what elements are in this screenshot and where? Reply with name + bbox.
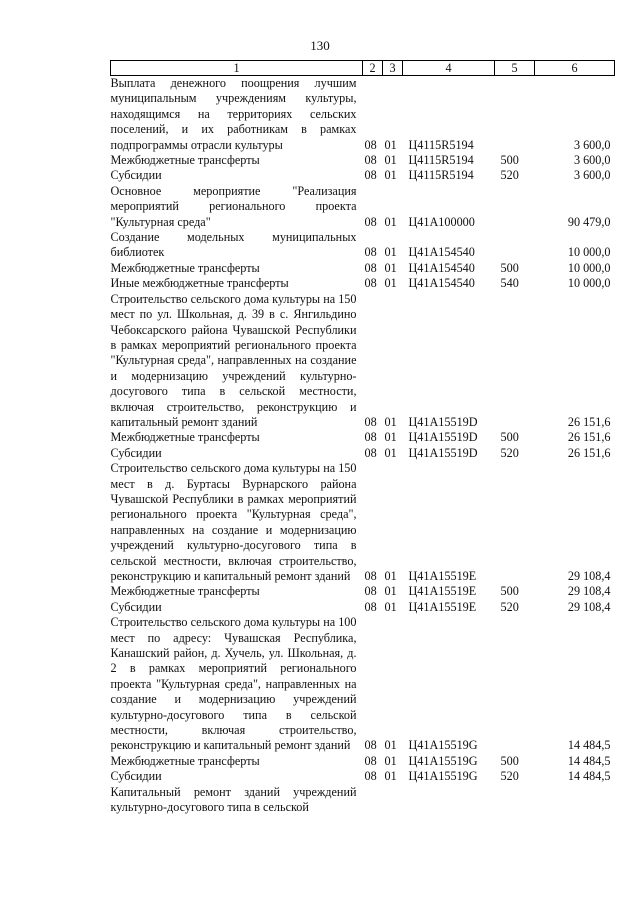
page-number: 130 xyxy=(310,38,330,53)
row-name: Межбюджетные трансферты xyxy=(110,584,260,599)
row-expense-type: 500 xyxy=(500,430,519,445)
row-amount xyxy=(535,785,615,816)
row-target-code: Ц41A154540 xyxy=(408,276,475,291)
row-target-code: Ц41A15519D xyxy=(408,430,478,445)
table-row xyxy=(111,276,615,291)
table-row xyxy=(111,461,615,584)
row-section: 08 xyxy=(364,569,377,583)
row-name: Основное мероприятие "Реализация мероприятий регионального проекта "Культурная среда" xyxy=(110,183,357,229)
row-name: Иные межбюджетные трансферты xyxy=(110,276,289,291)
column-header: 3 xyxy=(383,61,403,76)
table-row xyxy=(111,754,615,769)
row-expense-type xyxy=(495,184,535,230)
row-name: Межбюджетные трансферты xyxy=(110,753,260,768)
row-amount: 3 600,0 xyxy=(573,153,611,168)
row-subsection: 01 xyxy=(384,153,397,168)
row-section xyxy=(363,785,383,816)
row-amount: 14 484,5 xyxy=(567,738,611,753)
table-row xyxy=(111,600,615,615)
row-name: Субсидии xyxy=(110,168,162,183)
row-amount: 10 000,0 xyxy=(567,276,611,291)
row-amount: 14 484,5 xyxy=(567,753,611,768)
row-name: Межбюджетные трансферты xyxy=(110,430,260,445)
column-header: 5 xyxy=(495,61,535,76)
row-amount: 3 600,0 xyxy=(573,137,611,152)
row-expense-type xyxy=(495,615,535,754)
row-subsection: 01 xyxy=(384,584,397,599)
row-expense-type: 520 xyxy=(500,168,519,183)
column-header: 6 xyxy=(535,61,615,76)
table-row xyxy=(111,769,615,784)
row-section: 08 xyxy=(364,153,377,168)
table-row xyxy=(111,230,615,261)
row-subsection xyxy=(383,785,403,816)
row-name: Выплата денежного поощрения лучшим муниципальным учреждениям культуры, находящимся на территориях сельских поселений, и их работникам в рамках подпрограммы отрасли культуры xyxy=(110,76,357,152)
row-target-code: Ц41A15519D xyxy=(408,414,478,429)
row-target-code: Ц4115R5194 xyxy=(408,153,474,168)
row-subsection: 01 xyxy=(384,445,397,460)
row-subsection: 01 xyxy=(384,599,397,614)
table-row xyxy=(111,168,615,183)
row-subsection: 01 xyxy=(384,137,397,152)
row-amount: 26 151,6 xyxy=(567,414,611,429)
row-expense-type: 540 xyxy=(500,276,519,291)
row-amount: 3 600,0 xyxy=(573,168,611,183)
row-section: 08 xyxy=(364,214,377,229)
row-subsection: 01 xyxy=(384,260,397,275)
row-target-code: Ц41A15519G xyxy=(408,738,478,753)
row-expense-type xyxy=(495,461,535,584)
row-amount: 10 000,0 xyxy=(567,260,611,275)
row-expense-type: 500 xyxy=(500,753,519,768)
row-expense-type xyxy=(495,292,535,431)
row-section: 08 xyxy=(364,445,377,460)
row-target-code: Ц4115R5194 xyxy=(408,137,474,152)
row-section: 08 xyxy=(364,584,377,599)
row-amount: 14 484,5 xyxy=(567,769,611,784)
row-target-code: Ц41A154540 xyxy=(408,245,475,260)
row-subsection: 01 xyxy=(384,769,397,784)
table-row xyxy=(111,446,615,461)
row-expense-type: 500 xyxy=(500,260,519,275)
row-name: Субсидии xyxy=(110,445,162,460)
table-row xyxy=(111,153,615,168)
row-section: 08 xyxy=(364,599,377,614)
row-subsection: 01 xyxy=(384,414,397,429)
row-target-code: Ц41A15519G xyxy=(408,753,478,768)
row-expense-type xyxy=(495,230,535,261)
row-target-code: Ц41A15519E xyxy=(408,599,477,614)
column-header: 4 xyxy=(403,61,495,76)
row-section: 08 xyxy=(364,276,377,291)
row-section: 08 xyxy=(364,245,377,260)
row-amount: 26 151,6 xyxy=(567,445,611,460)
table-row xyxy=(111,261,615,276)
column-header: 2 xyxy=(363,61,383,76)
table-row xyxy=(111,430,615,445)
row-target-code: Ц41A15519G xyxy=(408,769,478,784)
row-target-code xyxy=(403,785,495,816)
row-amount: 26 151,6 xyxy=(567,430,611,445)
row-target-code: Ц41A100000 xyxy=(408,214,475,229)
row-section: 08 xyxy=(364,414,377,429)
budget-table xyxy=(110,60,615,816)
row-section: 08 xyxy=(364,430,377,445)
row-name: Субсидии xyxy=(110,599,162,614)
row-subsection: 01 xyxy=(384,569,397,583)
row-expense-type xyxy=(495,76,535,154)
row-section: 08 xyxy=(364,769,377,784)
row-name: Межбюджетные трансферты xyxy=(110,260,260,275)
row-expense-type: 500 xyxy=(500,584,519,599)
table-row xyxy=(111,76,615,154)
row-expense-type: 500 xyxy=(500,153,519,168)
row-section: 08 xyxy=(364,738,377,753)
row-name: Строительство сельского дома культуры на 150 мест в д. Буртасы Вурнарского района Чувашской Республики в рамках мероприятий регионального проекта "Культурная среда", направленных на создание и модернизацию учреждений культурно-досугового типа в сельской местности, включая строительство, реконструкцию и капитальный ремонт зданий xyxy=(110,461,357,583)
row-name: Субсидии xyxy=(110,769,162,784)
row-subsection: 01 xyxy=(384,245,397,260)
row-subsection: 01 xyxy=(384,276,397,291)
row-expense-type: 520 xyxy=(500,445,519,460)
row-expense-type: 520 xyxy=(500,599,519,614)
row-target-code: Ц4115R5194 xyxy=(408,168,474,183)
row-amount: 10 000,0 xyxy=(567,245,611,260)
table-header-row xyxy=(111,61,615,76)
row-target-code: Ц41A15519E xyxy=(408,569,477,583)
row-name: Строительство сельского дома культуры на 100 мест по адресу: Чувашская Республика, Канашский район, д. Хучель, ул. Школьная, д. 2 в рамках мероприятий регионального проекта "Культурная среда", направленных на создание и модернизацию учреждений культурно-досугового типа в сельской местности, включая строительство, реконструкцию и капитальный ремонт зданий xyxy=(110,615,357,753)
row-section: 08 xyxy=(364,168,377,183)
row-name: Строительство сельского дома культуры на 150 мест по ул. Школьная, д. 39 в с. Янгильдино Чебоксарского района Чувашской Республики в рамках мероприятий регионального проекта "Культурная среда", направленных на создание и модернизацию учреждений культурно-досугового типа в сельской местности, включая строительство, реконструкцию и капитальный ремонт зданий xyxy=(110,291,357,429)
row-section: 08 xyxy=(364,137,377,152)
row-subsection: 01 xyxy=(384,214,397,229)
row-target-code: Ц41A15519D xyxy=(408,445,478,460)
row-expense-type xyxy=(495,785,535,816)
row-amount: 90 479,0 xyxy=(567,214,611,229)
row-section: 08 xyxy=(364,753,377,768)
row-target-code: Ц41A15519E xyxy=(408,584,477,599)
row-name: Капитальный ремонт зданий учреждений культурно-досугового типа в сельской xyxy=(110,784,357,815)
table-row xyxy=(111,785,615,816)
row-target-code: Ц41A154540 xyxy=(408,260,475,275)
row-amount: 29 108,4 xyxy=(567,599,611,614)
row-name: Создание модельных муниципальных библиотек xyxy=(110,230,357,260)
row-subsection: 01 xyxy=(384,738,397,753)
row-subsection: 01 xyxy=(384,168,397,183)
table-row xyxy=(111,584,615,599)
row-subsection: 01 xyxy=(384,753,397,768)
column-header: 1 xyxy=(111,61,363,76)
row-expense-type: 520 xyxy=(500,769,519,784)
table-row xyxy=(111,184,615,230)
row-amount: 29 108,4 xyxy=(567,584,611,599)
row-name: Межбюджетные трансферты xyxy=(110,153,260,168)
row-amount: 29 108,4 xyxy=(567,569,611,583)
table-row xyxy=(111,292,615,431)
table-row xyxy=(111,615,615,754)
row-section: 08 xyxy=(364,260,377,275)
row-subsection: 01 xyxy=(384,430,397,445)
